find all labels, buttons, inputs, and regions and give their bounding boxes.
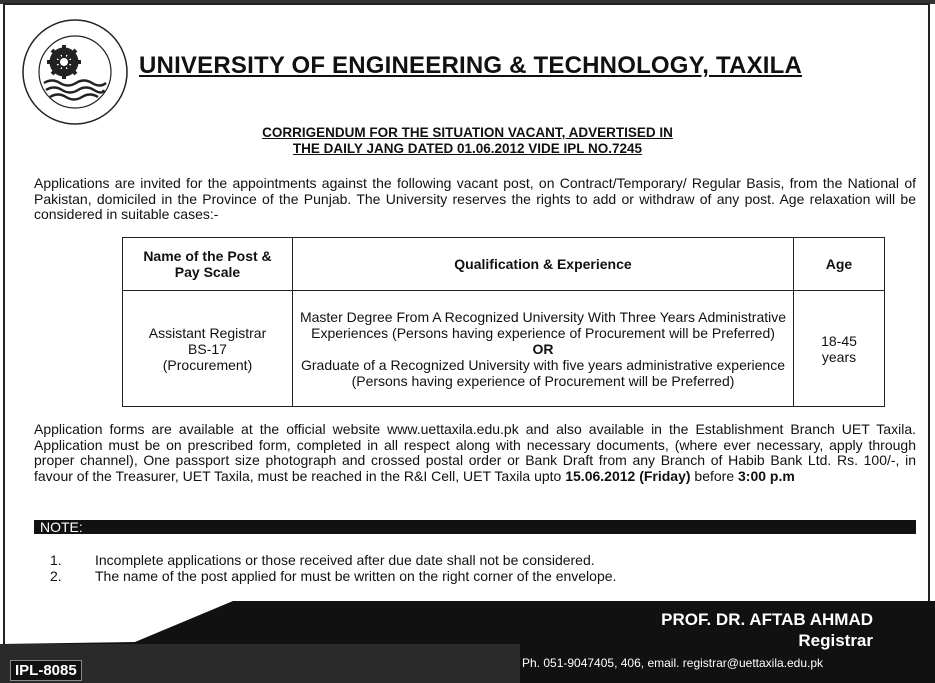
- list-number: 2.: [50, 568, 62, 584]
- qualification-option-a: Master Degree From A Recognized University With Three Years Administrative Experiences (Persons having experience of Procurement will be Preferred): [299, 308, 787, 341]
- signatory-name: PROF. DR. AFTAB AHMAD: [661, 610, 873, 629]
- deadline-date: 15.06.2012 (Friday): [565, 467, 691, 484]
- list-item: [50, 552, 616, 568]
- list-text: Incomplete applications or those received after due date shall not be considered.: [95, 552, 595, 568]
- age-unit: years: [821, 348, 857, 365]
- university-title: UNIVERSITY OF ENGINEERING & TECHNOLOGY, TAXILA: [139, 52, 803, 79]
- list-item: [50, 568, 616, 584]
- intro-paragraph: Applications are invited for the appointments against the following vacant post, on Contract/Temporary/ Regular Basis, from the National of Pakistan, domiciled in the Province of the Punjab. The University reserves the rights to add or withdraw of any post. Age relaxation will be considered in suitable cases:-: [34, 175, 916, 222]
- table-header-row: [123, 238, 885, 291]
- age-cell: [794, 291, 885, 407]
- instructions-connector: before: [690, 467, 739, 484]
- instructions-paragraph: [34, 422, 916, 484]
- corrigendum-heading-line1: CORRIGENDUM FOR THE SITUATION VACANT, ADVERTISED IN: [262, 125, 673, 140]
- footer: [0, 598, 935, 683]
- table-row: [123, 291, 885, 407]
- instructions-text: Application forms are available at the official website www.uettaxila.edu.pk and also available in the Establishment Branch UET Taxila. Application must be on prescribed form, completed in all respect along with necessary documents, (where ever necessary, apply through proper channel), One passport size photograph and crossed postal order or Bank Draft from any Branch of Habib Bank Ltd. Rs. 100/-, in favour of the Treasurer, UET Taxila, must be reached in the R&I Cell, UET Taxila upto: [34, 421, 916, 484]
- age-range: 18-45: [821, 332, 857, 349]
- qualification-or: OR: [532, 340, 554, 357]
- signatory-designation: Registrar: [798, 631, 873, 650]
- corrigendum-heading-line2: THE DAILY JANG DATED 01.06.2012 VIDE IPL NO.7245: [292, 141, 643, 156]
- post-cell: [123, 291, 293, 407]
- vacancy-table: [122, 237, 885, 407]
- header-post: Name of the Post & Pay Scale: [123, 238, 293, 291]
- list-text: The name of the post applied for must be written on the right corner of the envelope.: [95, 568, 617, 584]
- ipl-number: IPL-8085: [10, 660, 82, 681]
- header-qualification: Qualification & Experience: [293, 238, 794, 291]
- qualification-option-b: Graduate of a Recognized University with five years administrative experience (Persons having experience of Procurement will be Preferred): [300, 356, 785, 389]
- pay-scale: BS-17: [188, 340, 227, 357]
- post-department: (Procurement): [162, 356, 253, 373]
- header-age: Age: [794, 238, 885, 291]
- note-label: NOTE:: [40, 519, 83, 535]
- list-number: 1.: [50, 552, 62, 568]
- qualification-cell: [293, 291, 794, 407]
- contact-info: Ph. 051-9047405, 406, email. registrar@uettaxila.edu.pk: [522, 656, 824, 670]
- note-bar: [34, 520, 916, 534]
- university-seal-logo: [20, 17, 130, 127]
- deadline-time: 3:00 p.m: [738, 467, 795, 484]
- note-list: [50, 552, 616, 584]
- post-name: Assistant Registrar: [148, 324, 267, 341]
